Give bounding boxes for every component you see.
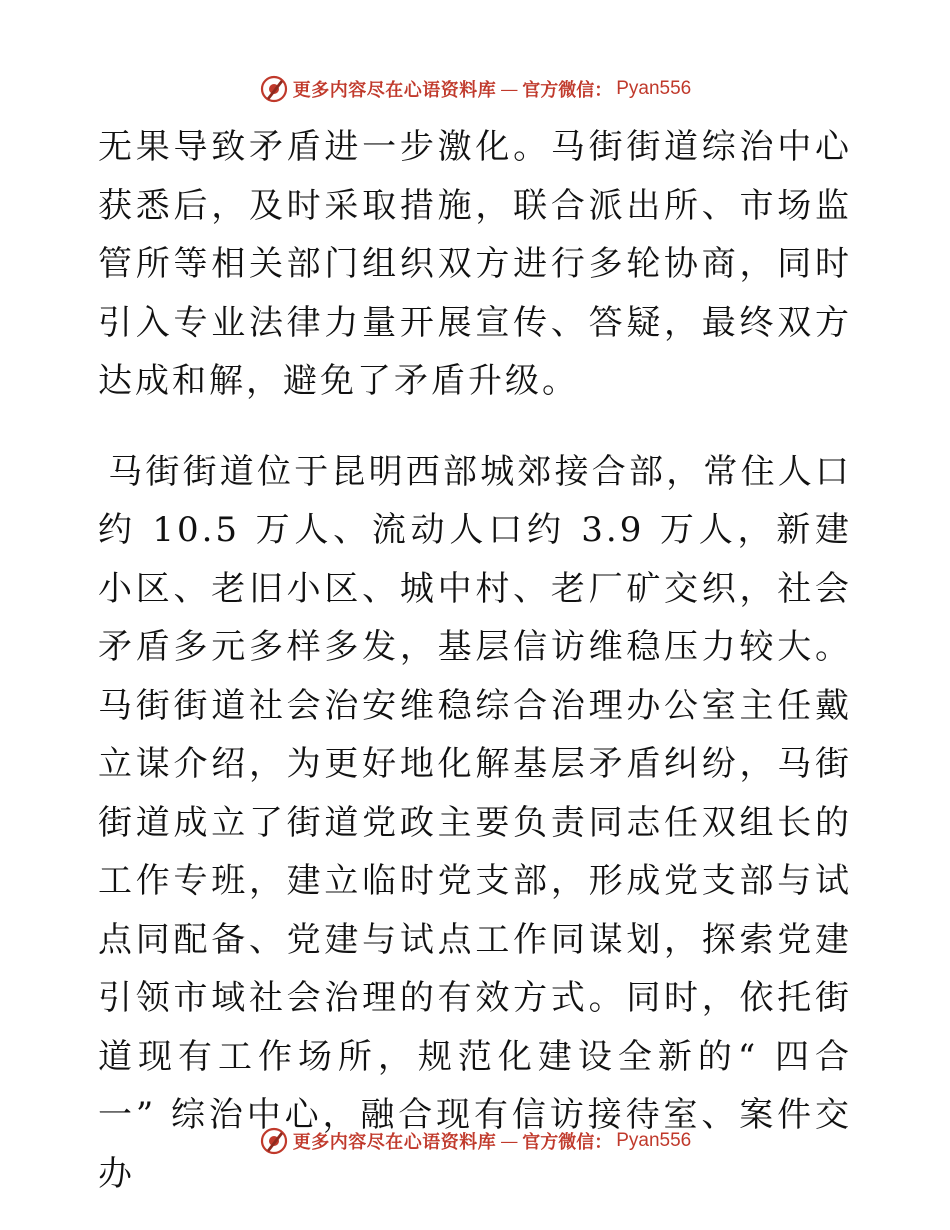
- banner-separator: —: [500, 1130, 519, 1152]
- quill-logo-icon: [259, 1126, 289, 1156]
- banner-wechat-id: Pyan556: [616, 1130, 692, 1151]
- banner-wechat-label: 官方微信：: [522, 80, 613, 101]
- banner-tagline: 更多内容尽在心语资料库: [292, 1132, 497, 1153]
- paragraph-2: 马街街道位于昆明西部城郊接合部，常住人口约 10.5 万人、流动人口约 3.9 万人，新建小区、老旧小区、城中村、老厂矿交织，社会矛盾多元多样多发，基层信访维稳压力较大。马街街道社会治安维稳综合治理办公室主任戴立谋介绍，为更好地化解基层矛盾纠纷，马街街道成立了街道党政主要负责同志任双组长的工作专班，建立临时党支部，形成党支部与试点同配备、党建与试点工作同谋划，探索党建引领市域社会治理的有效方式。同时，依托街道现有工作场所，规范化建设全新的“ 四合一” 综治中心，融合现有信访接待室、案件交办: [98, 451, 852, 1194]
- header-banner: [0, 72, 950, 106]
- paragraph-1: 无果导致矛盾进一步激化。马街街道综治中心获悉后，及时采取措施，联合派出所、市场监管所等相关部门组织双方进行多轮协商，同时引入专业法律力量开展宣传、答疑，最终双方达成和解，避免了矛盾升级。: [98, 127, 852, 401]
- banner-wechat-id: Pyan556: [616, 78, 692, 99]
- banner-separator: —: [500, 78, 519, 100]
- header-banner-content: [259, 74, 692, 104]
- footer-banner: [0, 1124, 950, 1158]
- quill-logo-icon: [259, 74, 289, 104]
- footer-banner-content: [259, 1126, 692, 1156]
- banner-wechat-label: 官方微信：: [522, 1132, 613, 1153]
- document-body: [98, 118, 852, 1203]
- banner-tagline: 更多内容尽在心语资料库: [292, 80, 497, 101]
